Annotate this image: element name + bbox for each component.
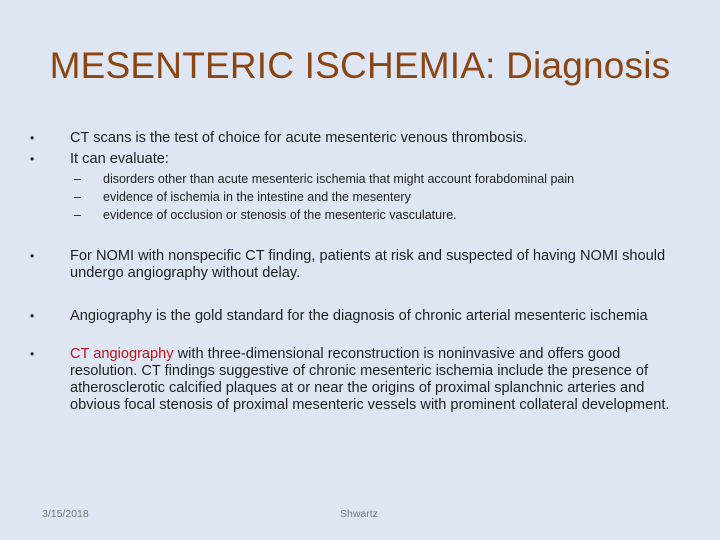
bullet-text: CT scans is the test of choice for acute mesenteric venous thrombosis.	[70, 130, 528, 146]
sub-item-text: evidence of occlusion or stenosis of the mesenteric vasculature.	[103, 208, 457, 222]
sub-item-occlusion	[74, 206, 674, 224]
bullet-ct-angiography	[30, 346, 680, 414]
bullet-icon: •	[30, 309, 35, 323]
sub-item-ischemia	[74, 188, 674, 206]
sub-item-disorders	[74, 170, 674, 188]
sub-item-text: evidence of ischemia in the intestine and the mesentery	[103, 190, 411, 204]
bullet-text: It can evaluate:	[70, 151, 169, 167]
bullet-icon: •	[30, 249, 35, 263]
highlight-ct-angiography: CT angiography	[70, 346, 174, 362]
bullet-text: Angiography is the gold standard for the diagnosis of chronic arterial mesenteric ischemia	[70, 308, 648, 324]
bullet-icon: •	[30, 152, 35, 166]
bullet-nomi	[30, 248, 680, 282]
bullet-text	[70, 346, 680, 414]
bullet-can-evaluate	[30, 151, 680, 168]
bullet-ct-choice	[30, 130, 680, 147]
bullet-icon: •	[30, 131, 35, 145]
dash-icon: –	[74, 172, 81, 186]
footer-date: 3/15/2018	[42, 508, 89, 520]
bullet-text-rest: with three-dimensional reconstruction is noninvasive and offers good resolution. CT findings suggestive of chronic mesenteric ischemia include the presence of atherosclerotic calcified plaques at or near the origins of proximal splanchnic arteries and obvious focal stenosis of proximal mesenteric vessels with prominent collateral development.	[70, 346, 670, 413]
bullet-angiography	[30, 308, 680, 325]
dash-icon: –	[74, 190, 81, 204]
bullet-text: For NOMI with nonspecific CT finding, patients at risk and suspected of having NOMI should undergo angiography without delay.	[70, 248, 666, 281]
slide-title: MESENTERIC ISCHEMIA: Diagnosis	[49, 45, 671, 86]
bullet-icon: •	[30, 347, 35, 361]
dash-icon: –	[74, 208, 81, 222]
footer-author: Shwartz	[340, 508, 378, 520]
sub-item-text: disorders other than acute mesenteric ischemia that might account forabdominal pain	[103, 172, 575, 186]
